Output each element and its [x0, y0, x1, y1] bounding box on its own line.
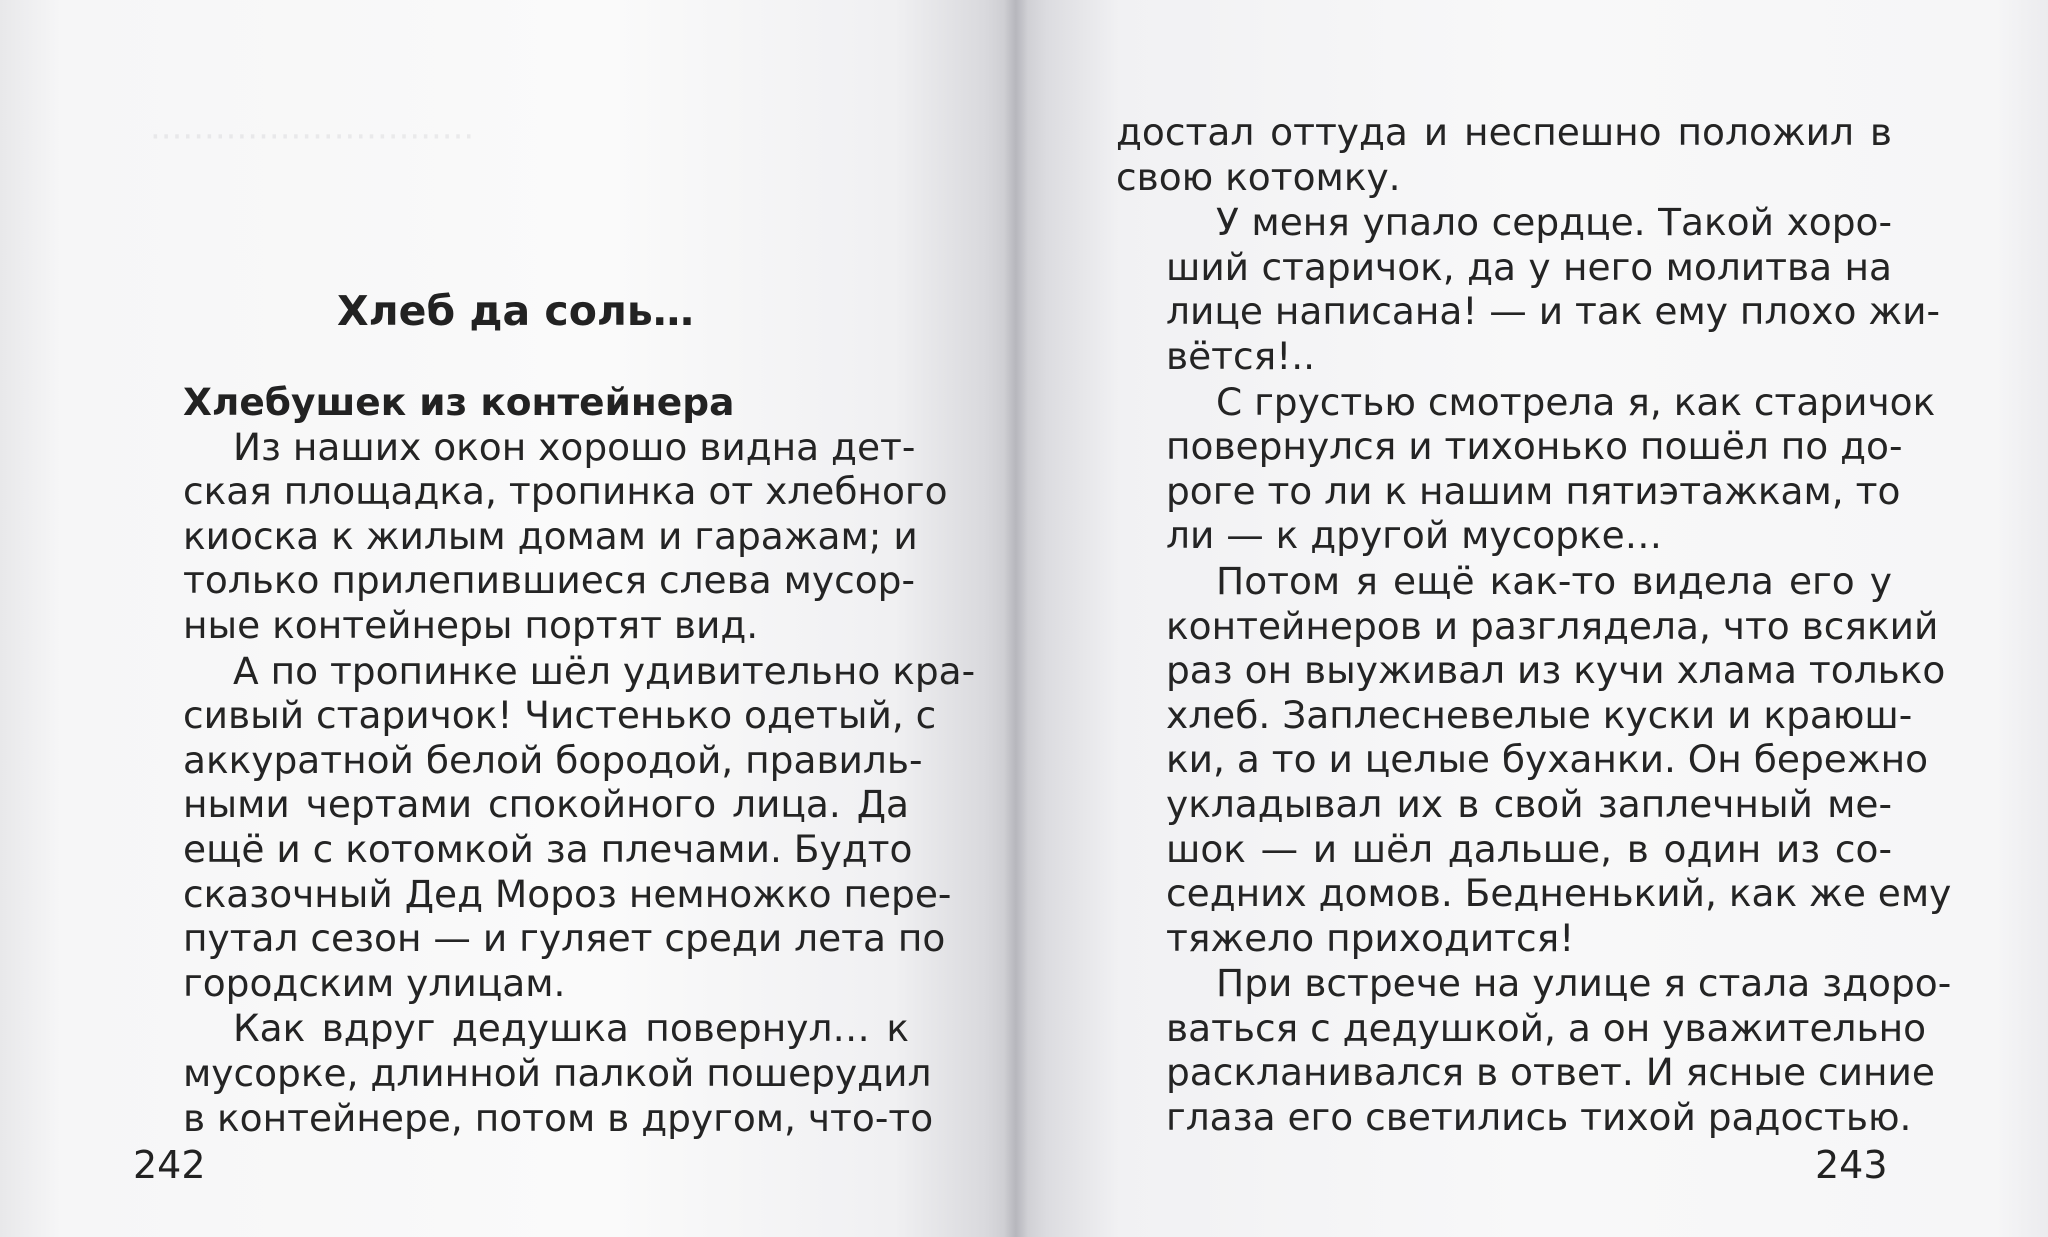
text-line: седних домов. Бедненький, как же ему	[1166, 871, 1952, 916]
text-line: С грустью смотрела я, как старичок	[1216, 379, 1936, 424]
right-page-text	[1116, 110, 1952, 1141]
text-line: При встрече на улице я стала здоро-	[1216, 961, 1952, 1006]
text-line: ные контейнеры портят вид.	[183, 602, 759, 647]
text-line: ки, а то и целые буханки. Он бережно	[1166, 737, 1929, 782]
paragraph	[1116, 379, 1936, 558]
text-line: путал сезон — и гуляет среди лета по	[183, 916, 946, 961]
text-line: ными чертами спокойного лица. Да	[183, 782, 909, 827]
left-page	[0, 0, 1016, 1237]
paragraph	[133, 648, 976, 1006]
text-line: А по тропинке шёл удивительно кра-	[233, 648, 976, 693]
text-line: сказочный Дед Мороз немножко пере-	[183, 871, 952, 916]
text-line: ская площадка, тропинка от хлебного	[183, 469, 948, 514]
text-line: раскланивался в ответ. И ясные синие	[1166, 1050, 1935, 1095]
text-line: контейнеров и разглядела, что всякий	[1166, 603, 1939, 648]
text-line: Как вдруг дедушка повернул… к	[233, 1006, 909, 1051]
text-line: раз он выуживал из кучи хлама только	[1166, 648, 1946, 693]
text-line: свою котомку.	[1116, 154, 1401, 199]
text-line: ший старичок, да у него молитва на	[1166, 244, 1892, 289]
text-line: ваться с дедушкой, а он уважительно	[1166, 1005, 1927, 1050]
text-line: ещё и с котомкой за плечами. Будто	[183, 826, 913, 871]
text-line: киоска к жилым домам и гаражам; и	[183, 513, 918, 558]
left-page-text	[133, 285, 976, 1141]
text-line: У меня упало сердце. Такой хоро-	[1216, 200, 1892, 245]
page-number-right: 243	[1815, 1143, 1888, 1187]
book-gutter	[1004, 0, 1028, 1237]
chapter-title: Хлеб да соль…	[337, 287, 694, 335]
text-line: городским улицам.	[183, 960, 566, 1005]
text-line: роге то ли к нашим пятиэтажкам, то	[1166, 468, 1901, 513]
paragraph	[1116, 110, 1892, 199]
paragraph	[1116, 961, 1952, 1140]
text-line: аккуратной белой бородой, правиль-	[183, 737, 923, 782]
paragraph	[133, 1006, 934, 1140]
paragraph	[133, 424, 948, 648]
text-line: укладывал их в свой заплечный ме-	[1166, 781, 1892, 826]
text-line: в контейнере, потом в другом, что-то	[183, 1095, 934, 1140]
page-number-left: 242	[133, 1143, 206, 1187]
text-line: только прилепившиеся слева мусор-	[183, 558, 915, 603]
text-line: лице написана! — и так ему плохо жи-	[1166, 289, 1941, 334]
text-line: ли — к другой мусорке…	[1166, 513, 1663, 558]
text-line: повернулся и тихонько пошёл по до-	[1166, 424, 1903, 469]
section-title: Хлебушек из контейнера	[183, 380, 735, 424]
text-line: мусорке, длинной палкой пошерудил	[183, 1050, 932, 1095]
right-page	[1016, 0, 2048, 1237]
text-line: шок — и шёл дальше, в один из со-	[1166, 826, 1892, 871]
text-line: достал оттуда и неспешно положил в	[1116, 110, 1892, 154]
text-line: Из наших окон хорошо видна дет-	[233, 424, 916, 469]
text-line: тяжело приходится!	[1166, 915, 1575, 960]
paragraph	[1116, 200, 1941, 378]
text-line: глаза его светились тихой радостью.	[1166, 1095, 1912, 1140]
paragraph	[1116, 558, 1952, 960]
text-line: Потом я ещё как-то видела его у	[1216, 558, 1892, 603]
text-line: сивый старичок! Чистенько одетый, с	[183, 693, 937, 738]
text-line: хлеб. Заплесневелые куски и краюш-	[1166, 692, 1913, 737]
show-through-text: ······························	[150, 117, 475, 157]
text-line: вётся!..	[1166, 333, 1316, 378]
